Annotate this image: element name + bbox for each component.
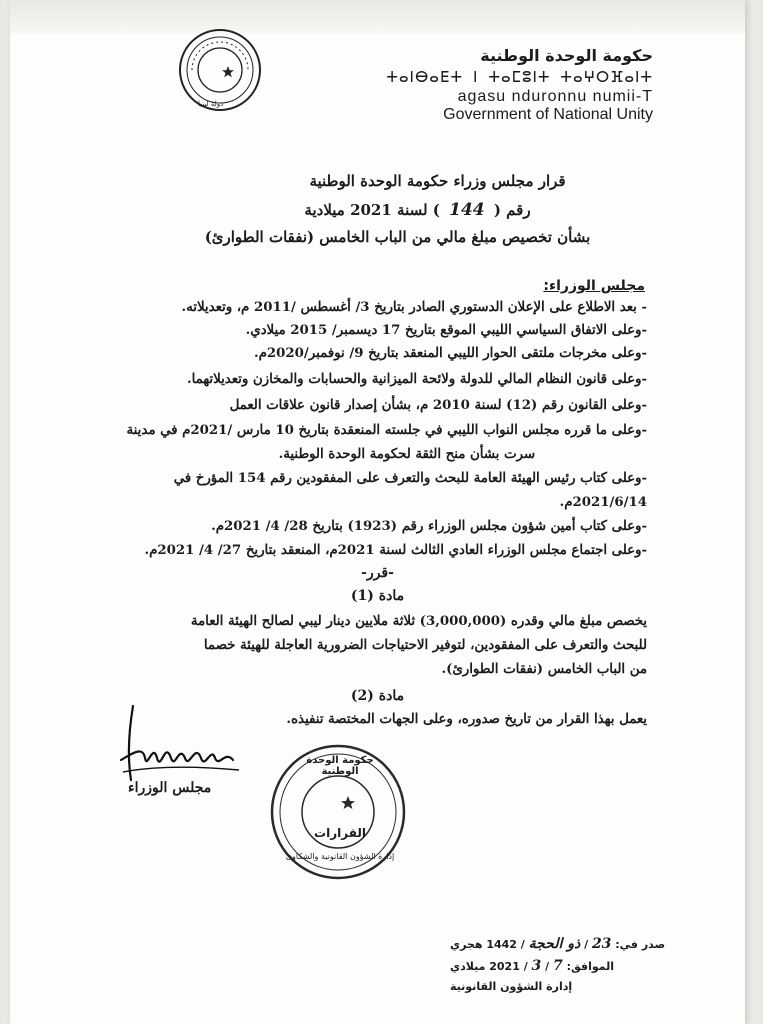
decision-title: قرار مجلس وزراء حكومة الوحدة الوطنية [309, 172, 566, 190]
issued-hijri-day: 23 [591, 936, 612, 952]
number-prefix: رقم ( [493, 201, 531, 219]
recital-line: -وعلى مخرجات ملتقى الحوار الليبي المنعقد بتاريخ 9/ نوفمبر/2020م. [253, 346, 647, 361]
decision-heading: -قرر- [361, 565, 394, 581]
corresponding-day: 7 [552, 958, 563, 974]
recital-line: -وعلى الاتفاق السياسي الليبي الموقع بتاريخ 17 ديسمبر/ 2015 ميلادي. [245, 323, 647, 338]
recital-line: - بعد الاطلاع على الإعلان الدستوري الصادر بتاريخ 3/ أغسطس /2011 م، وتعديلاته. [181, 300, 647, 315]
article1-line: للبحث والتعرف على المفقودين، لتوفير الاحتياجات الضرورية العاجلة للهيئة خصما [203, 638, 647, 653]
article2-heading: مادة (2) [350, 688, 405, 704]
article1-heading: مادة (1) [350, 588, 405, 604]
corresponding-year: 2021 [489, 960, 520, 973]
scan-edge [10, 0, 745, 34]
header-tifinagh-name: ⵜⴰⵏⴱⴰⴹⵜ ⵏ ⵜⴰⵎⵓⵏⵜ ⵜⴰⵖⵔⴼⴰⵏⵜ [386, 68, 653, 86]
recital-line: -وعلى ما قرره مجلس النواب الليبي في جلسته المنعقدة بتاريخ 10 مارس /2021م في مدينة [126, 423, 647, 438]
issued-label: صدر في: [615, 938, 666, 951]
corresponding-label: الموافق: [566, 960, 615, 973]
article2-line: يعمل بهذا القرار من تاريخ صدوره، وعلى الجهات المختصة تنفيذه. [286, 712, 647, 727]
number-suffix: ) لسنة 2021 ميلادية [304, 201, 440, 219]
corresponding-date-line: الموافق: 7 / 3 / 2021 ميلادي [450, 958, 615, 974]
issued-hijri-suffix: هجري [450, 938, 483, 951]
corresponding-suffix: ميلادي [450, 960, 486, 973]
stamp-bottom-text: إدارة الشؤون القانونية والشكاوى [285, 852, 395, 861]
recital-line: -وعلى القانون رقم (12) لسنة 2010 م، بشأن إصدار قانون علاقات العمل [229, 398, 647, 413]
document-page [10, 0, 745, 1024]
decision-number: 144 [449, 200, 485, 220]
corresponding-month: 3 [531, 958, 542, 974]
issued-hijri-year: 1442 [486, 938, 517, 951]
article1-line: يخصص مبلغ مالي وقدره (3,000,000) ثلاثة ملايين دينار ليبي لصالح الهيئة العامة [190, 614, 647, 629]
emblem-caption: دولة ليبيا [198, 100, 224, 108]
recital-line: -وعلى اجتماع مجلس الوزراء العادي الثالث لسنة 2021م، المنعقد بتاريخ 27/ 4/ 2021م. [144, 543, 647, 558]
article1-line: من الباب الخامس (نفقات الطوارئ). [441, 662, 647, 677]
decision-number-line [50, 200, 763, 220]
stamp-outer-text: حكومة الوحدة الوطنية [306, 755, 374, 777]
recital-line: 2021/6/14م. [559, 495, 647, 510]
office-line: إدارة الشؤون القانونية [450, 980, 573, 993]
issued-date-line: صدر في: 23 / ذو الحجة / 1442 هجري [450, 936, 666, 952]
header-arabic-name: حكومة الوحدة الوطنية [480, 46, 653, 65]
recital-line: -وعلى قانون النظام المالي للدولة ولائحة الميزانية والحسابات والمخازن وتعديلاتهما. [186, 372, 647, 387]
recital-line: -وعلى كتاب رئيس الهيئة العامة للبحث والتعرف على المفقودين رقم 154 المؤرخ في [173, 471, 647, 486]
council-heading: مجلس الوزراء: [543, 278, 645, 294]
recital-line: سرت بشأن منح الثقة لحكومة الوحدة الوطنية. [278, 447, 535, 462]
issued-hijri-month: ذو الحجة [528, 936, 581, 952]
signature-label: مجلس الوزراء [128, 780, 212, 796]
recital-line: -وعلى كتاب أمين شؤون مجلس الوزراء رقم (1923) بتاريخ 28/ 4/ 2021م. [211, 519, 647, 534]
decision-subject: بشأن تخصيص مبلغ مالي من الباب الخامس (نفقات الطوارئ) [204, 228, 591, 246]
header-amazigh-latin: agasu nduronnu numii-T [457, 88, 653, 105]
stamp-center-text: القرارات [314, 826, 366, 840]
header-english-name: Government of National Unity [443, 106, 653, 123]
